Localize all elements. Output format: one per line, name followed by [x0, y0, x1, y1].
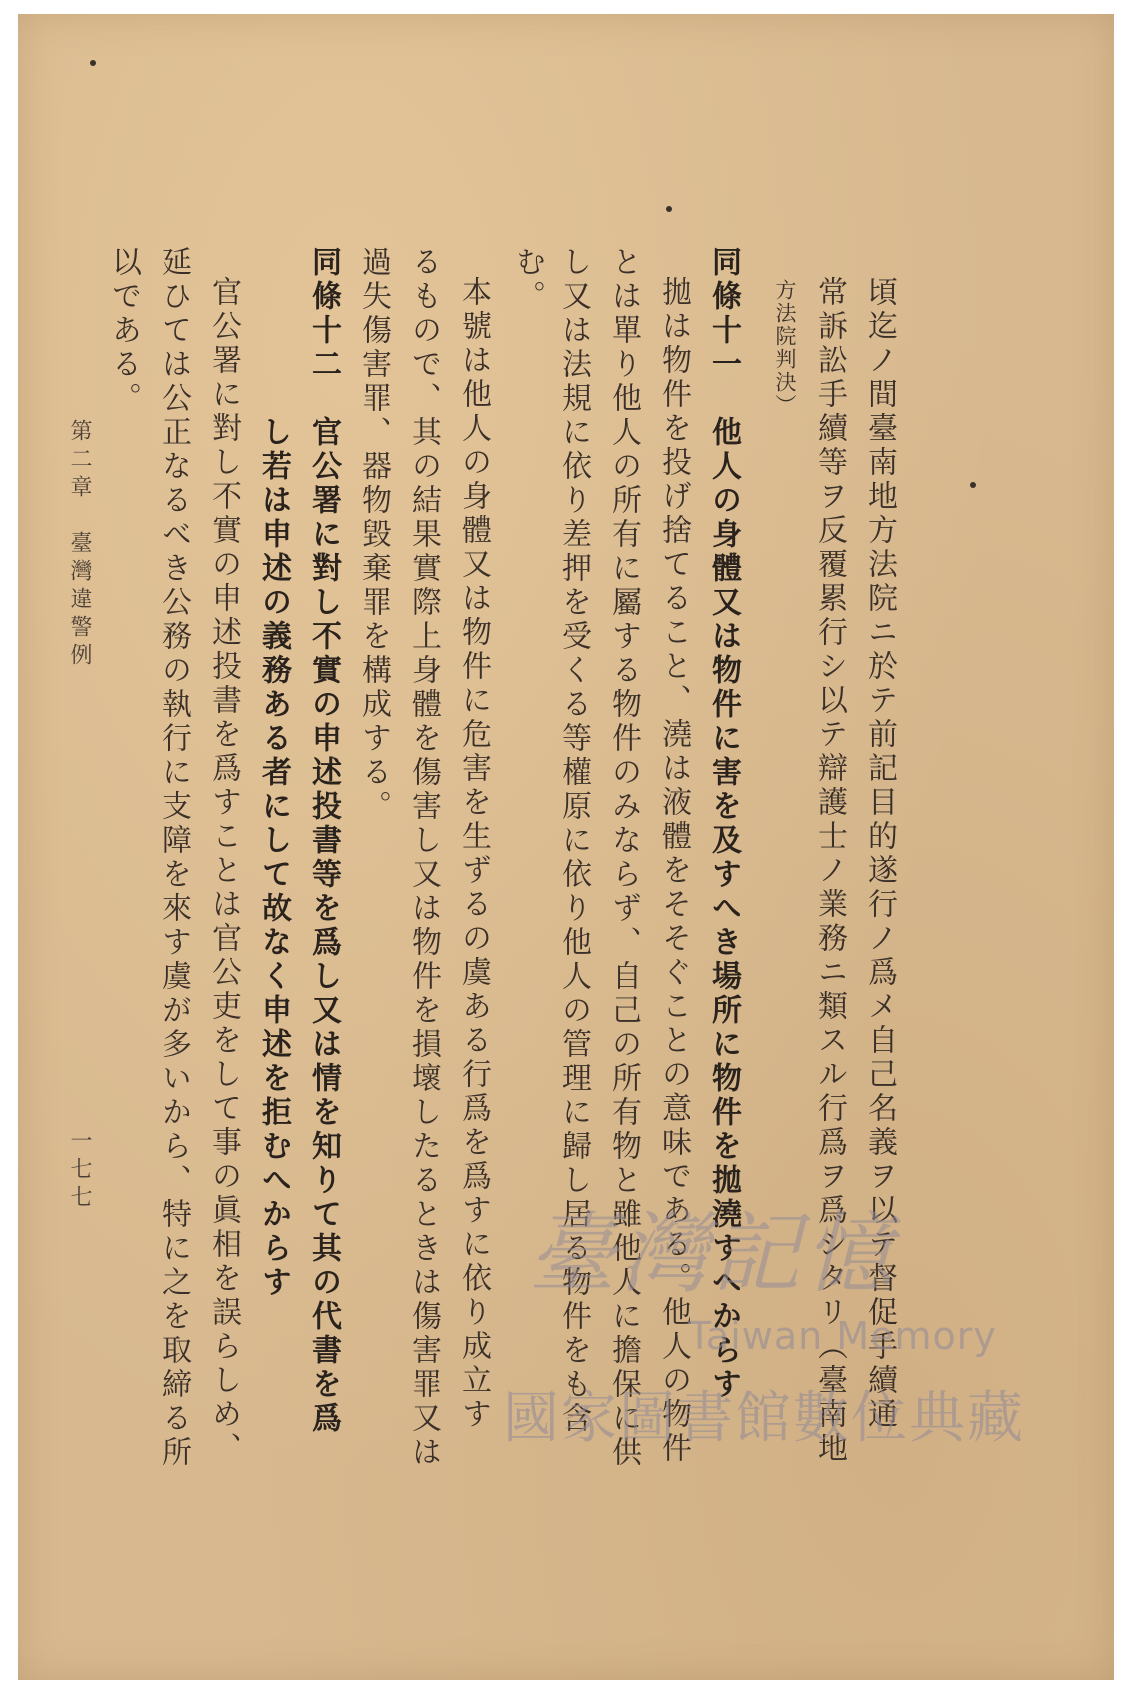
watermark-logo-script: 臺灣記憶: [528, 1202, 897, 1305]
text-column-14: 官公署に對し不實の申述投書を爲すことは官公吏をして事の眞相を誤らしめ、: [206, 276, 241, 1466]
print-speck: [970, 482, 976, 488]
article-11-heading: 同條十一 他人の身體又は物件に害を及すへき場所に物件を拋澆すへからす: [706, 246, 741, 1402]
text-column-2: 常訴訟手續等ヲ反覆累行シ以テ辯護士ノ業務ニ類スル行爲ヲ爲シタリ（臺南地: [812, 276, 847, 1466]
text-column-3: 方法院判決）: [773, 279, 797, 417]
page-number: 一七七: [67, 1129, 92, 1213]
text-column-16: 以である。: [106, 246, 141, 416]
print-speck: [666, 206, 672, 212]
print-speck: [90, 60, 96, 66]
text-column-8: む。: [510, 246, 545, 314]
text-column-5: 拋は物件を投げ捨てること、澆は液體をそそぐことの意味である。他人の物件: [656, 276, 691, 1466]
watermark-library-name: 國家圖書館數位典藏: [503, 1386, 1025, 1451]
text-column-15: 延ひては公正なるべき公務の執行に支障を來す虞が多いから、特に之を取締る所: [156, 246, 191, 1470]
text-column-7: し又は法規に依り差押を受くる等權原に依り他人の管理に歸し居る物件をも含: [556, 246, 591, 1436]
text-column-9: 本號は他人の身體又は物件に危害を生ずるの虞ある行爲を爲すに依り成立す: [456, 276, 491, 1432]
text-column-10: るもので、其の結果實際上身體を傷害し又は物件を損壞したるときは傷害罪又は: [406, 246, 441, 1470]
text-column-1: 頃迄ノ間臺南地方法院ニ於テ前記目的遂行ノ爲メ自己名義ヲ以テ督促手續通: [862, 276, 897, 1432]
book-page: [18, 14, 1114, 1680]
text-column-11: 過失傷害罪、器物毀棄罪を構成する。: [356, 246, 391, 824]
running-chapter-title: 第二章 臺灣違警例: [67, 419, 92, 671]
watermark-logo-english: Taiwan Memory: [688, 1314, 997, 1358]
text-column-6: とは單り他人の所有に屬する物件のみならず、自己の所有物と雖他人に擔保に供: [606, 246, 641, 1470]
article-12-heading: 同條十二 官公署に對し不實の申述投書等を爲し又は情を知りて其の代書を爲: [306, 246, 341, 1436]
text-column-13: し若は申述の義務ある者にして故なく申述を拒むへからす: [256, 416, 291, 1300]
